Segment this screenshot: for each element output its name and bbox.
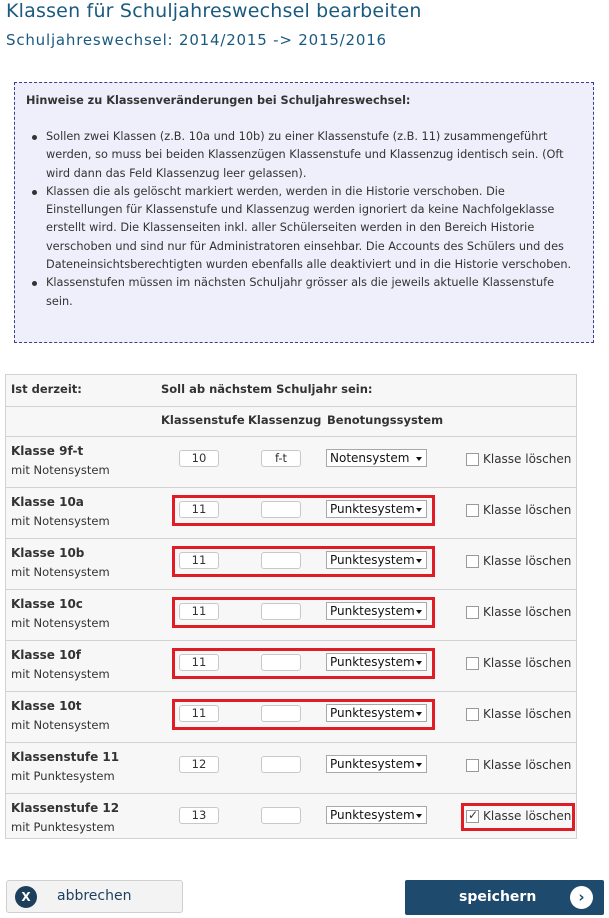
klassenstufe-input[interactable]: 11 (179, 501, 219, 518)
table-row (6, 589, 576, 640)
klassenzug-input[interactable] (261, 705, 301, 722)
select-value: Punktesystem (330, 604, 415, 618)
benotungssystem-select[interactable] (326, 551, 427, 569)
column-header-klassenzug: Klassenzug (248, 413, 322, 427)
delete-label[interactable]: Klasse löschen (483, 809, 572, 823)
delete-checkbox[interactable] (466, 555, 479, 568)
table-row (6, 691, 576, 742)
chevron-down-icon (416, 661, 422, 665)
delete-label[interactable]: Klasse löschen (483, 554, 572, 568)
select-value: Punktesystem (330, 706, 415, 720)
delete-label[interactable]: Klasse löschen (483, 452, 572, 466)
delete-label[interactable]: Klasse löschen (483, 503, 572, 517)
delete-checkbox[interactable] (466, 708, 479, 721)
klassenzug-input[interactable] (261, 807, 301, 824)
table-row (6, 640, 576, 691)
notice-item: Sollen zwei Klassen (z.B. 10a und 10b) zu einer Klassenstufe (z.B. 11) zusammengeführt werden, so muss bei beiden Klassenzügen Klassenstufe und Klassenzug identisch sein. (Oft wird dann das Feld Klassenzug leer gelassen). (46, 128, 583, 183)
class-current-system: mit Notensystem (11, 565, 110, 579)
save-button[interactable] (405, 880, 604, 915)
select-value: Punktesystem (330, 808, 415, 822)
klassenstufe-input[interactable]: 12 (179, 756, 219, 773)
chevron-down-icon (416, 763, 422, 767)
class-name: Klassenstufe 11 (11, 750, 120, 764)
klassenzug-input[interactable] (261, 756, 301, 773)
header-next: Soll ab nächstem Schuljahr sein: (161, 382, 373, 396)
chevron-down-icon (416, 457, 422, 461)
class-current-system: mit Notensystem (11, 514, 110, 528)
notice-title: Hinweise zu Klassenveränderungen bei Schuljahreswechsel: (26, 94, 411, 107)
class-name: Klasse 10t (11, 699, 82, 713)
klassenstufe-input[interactable]: 11 (179, 705, 219, 722)
class-name: Klasse 10f (11, 648, 82, 662)
page-title: Klassen für Schuljahreswechsel bearbeiten (6, 0, 422, 22)
klassenzug-input[interactable] (261, 552, 301, 569)
klassenzug-input[interactable] (261, 654, 301, 671)
table-row (6, 436, 576, 487)
klassenstufe-input[interactable]: 11 (179, 552, 219, 569)
table-row (6, 793, 576, 844)
klassenzug-input[interactable] (261, 603, 301, 620)
class-current-system: mit Notensystem (11, 667, 110, 681)
cancel-button[interactable] (6, 880, 183, 913)
delete-checkbox[interactable] (466, 453, 479, 466)
benotungssystem-select[interactable] (326, 653, 427, 671)
klassenzug-input[interactable] (261, 501, 301, 518)
delete-checkbox[interactable] (466, 759, 479, 772)
class-current-system: mit Punktesystem (11, 769, 115, 783)
notice-list (15, 128, 589, 311)
table-row (6, 487, 576, 538)
klassenstufe-input[interactable]: 10 (179, 450, 219, 467)
class-current-system: mit Notensystem (11, 616, 110, 630)
class-name: Klasse 10b (11, 546, 85, 560)
benotungssystem-select[interactable] (326, 500, 427, 518)
notice-box (14, 82, 594, 343)
class-name: Klasse 10c (11, 597, 83, 611)
notice-item: Klassenstufen müssen im nächsten Schuljahr grösser als die jeweils aktuelle Klassenstufe sein. (46, 274, 583, 311)
chevron-down-icon (416, 814, 422, 818)
column-header-benotungssystem: Benotungssystem (327, 413, 444, 427)
klassenstufe-input[interactable]: 11 (179, 654, 219, 671)
classes-table (5, 374, 577, 839)
benotungssystem-select[interactable] (326, 449, 427, 467)
benotungssystem-select[interactable] (326, 806, 427, 824)
klassenzug-input[interactable]: f-t (261, 450, 301, 467)
chevron-down-icon (416, 559, 422, 563)
delete-checkbox[interactable] (466, 657, 479, 670)
x-icon: X (15, 886, 37, 908)
benotungssystem-select[interactable] (326, 755, 427, 773)
header-current: Ist derzeit: (11, 382, 82, 396)
chevron-down-icon (416, 610, 422, 614)
delete-label[interactable]: Klasse löschen (483, 758, 572, 772)
delete-checkbox[interactable] (466, 606, 479, 619)
delete-label[interactable]: Klasse löschen (483, 707, 572, 721)
class-current-system: mit Notensystem (11, 718, 110, 732)
select-value: Punktesystem (330, 655, 415, 669)
arrow-right-icon: › (570, 886, 593, 909)
benotungssystem-select[interactable] (326, 704, 427, 722)
notice-item: Klassen die als gelöscht markiert werden, werden in die Historie verschoben. Die Einstellungen für Klassenstufe und Klassenzug werden ignoriert da keine Nachfolgeklasse erstellt wird. Die Klassenseiten inkl. aller Schülerseiten werden in den Bereich Historie verschoben und sind nur für Administratoren einsehbar. Die Accounts des Schülers und des Dateneinsichtsberechtigten wurden ebenfalls alle deaktiviert und in die Historie verschoben. (46, 183, 583, 274)
class-current-system: mit Punktesystem (11, 820, 115, 834)
klassenstufe-input[interactable]: 13 (179, 807, 219, 824)
klassenstufe-input[interactable]: 11 (179, 603, 219, 620)
select-value: Notensystem (330, 451, 410, 465)
column-header-klassenstufe: Klassenstufe (161, 413, 245, 427)
save-label: speichern (459, 889, 537, 905)
delete-label[interactable]: Klasse löschen (483, 656, 572, 670)
chevron-down-icon (416, 508, 422, 512)
cancel-label: abbrechen (57, 888, 132, 904)
benotungssystem-select[interactable] (326, 602, 427, 620)
class-name: Klassenstufe 12 (11, 801, 120, 815)
delete-checkbox[interactable] (466, 810, 479, 823)
select-value: Punktesystem (330, 757, 415, 771)
class-name: Klasse 10a (11, 495, 84, 509)
table-row (6, 742, 576, 793)
chevron-down-icon (416, 712, 422, 716)
class-name: Klasse 9f-t (11, 444, 84, 458)
select-value: Punktesystem (330, 502, 415, 516)
delete-label[interactable]: Klasse löschen (483, 605, 572, 619)
delete-checkbox[interactable] (466, 504, 479, 517)
select-value: Punktesystem (330, 553, 415, 567)
class-current-system: mit Notensystem (11, 463, 110, 477)
page-subtitle: Schuljahreswechsel: 2014/2015 -> 2015/2016 (6, 31, 387, 49)
table-row (6, 538, 576, 589)
